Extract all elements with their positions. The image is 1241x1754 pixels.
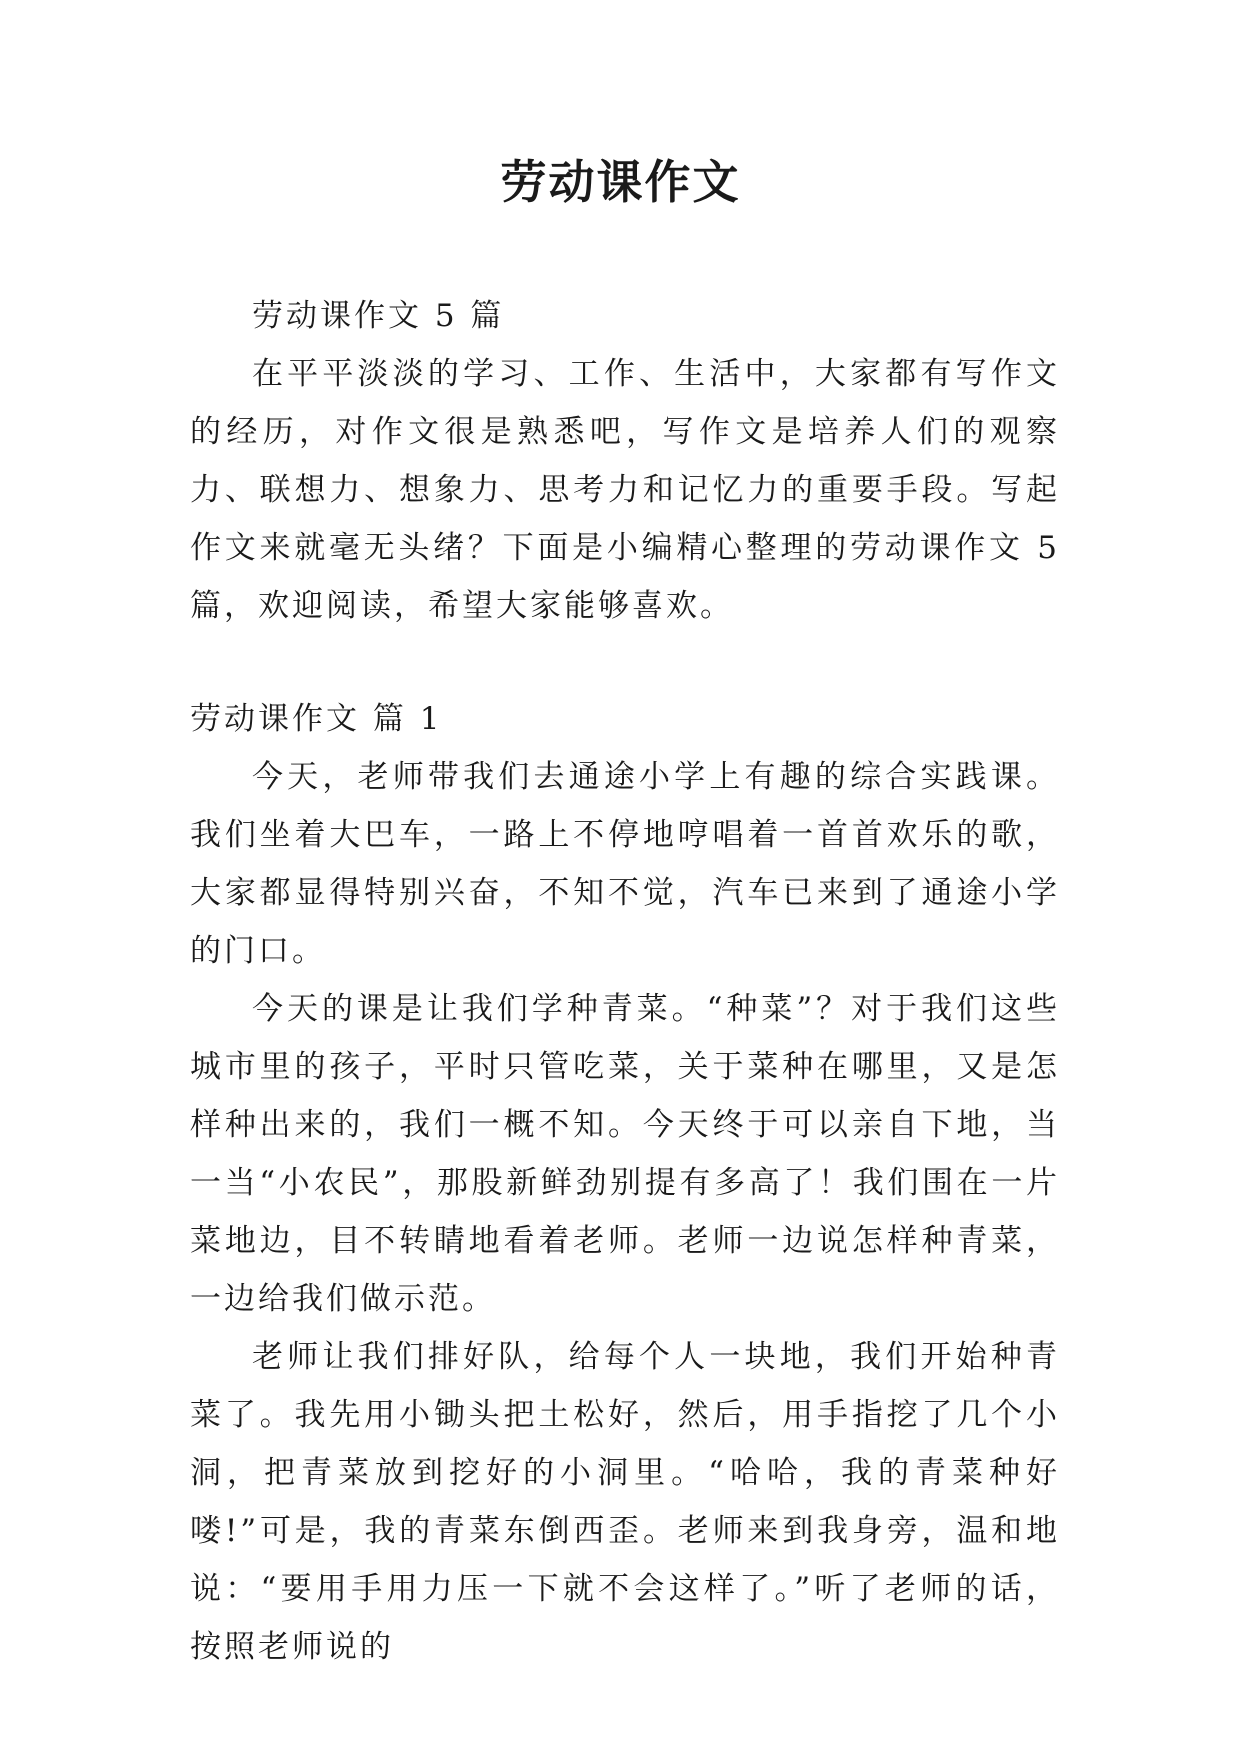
section-paragraph: 今天的课是让我们学种青菜。“种菜”？对于我们这些城市里的孩子，平时只管吃菜，关于菜种在哪里，又是怎样种出来的，我们一概不知。今天终于可以亲自下地，当一当“小农民”，那股新鲜劲别提有多高了！我们围在一片菜地边，目不转睛地看着老师。老师一边说怎样种青菜，一边给我们做示范。 [190,991,1060,1317]
document-subtitle: 劳动课作文 5 篇 [252,298,505,334]
intro-paragraph: 在平平淡淡的学习、工作、生活中，大家都有写作文的经历，对作文很是熟悉吧，写作文是培养人们的观察力、联想力、想象力、思考力和记忆力的重要手段。写起作文来就毫无头绪？下面是小编精心整理的劳动课作文 5 篇，欢迎阅读，希望大家能够喜欢。 [190,356,1060,624]
intro-block [190,287,1060,635]
section-paragraph: 老师让我们排好队，给每个人一块地，我们开始种青菜了。我先用小锄头把土松好，然后，用手指挖了几个小洞，把青菜放到挖好的小洞里。“哈哈，我的青菜种好喽!”可是，我的青菜东倒西歪。老师来到我身旁，温和地说：“要用手用力压一下就不会这样了。”听了老师的话，按照老师说的 [190,1339,1060,1665]
document-title: 劳动课作文 [500,155,741,209]
section-heading: 劳动课作文 篇 1 [190,701,443,737]
section-paragraph: 今天，老师带我们去通途小学上有趣的综合实践课。我们坐着大巴车，一路上不停地哼唱着一首首欢乐的歌，大家都显得特别兴奋，不知不觉，汽车已来到了通途小学的门口。 [190,759,1060,969]
section-1 [190,690,1060,1676]
